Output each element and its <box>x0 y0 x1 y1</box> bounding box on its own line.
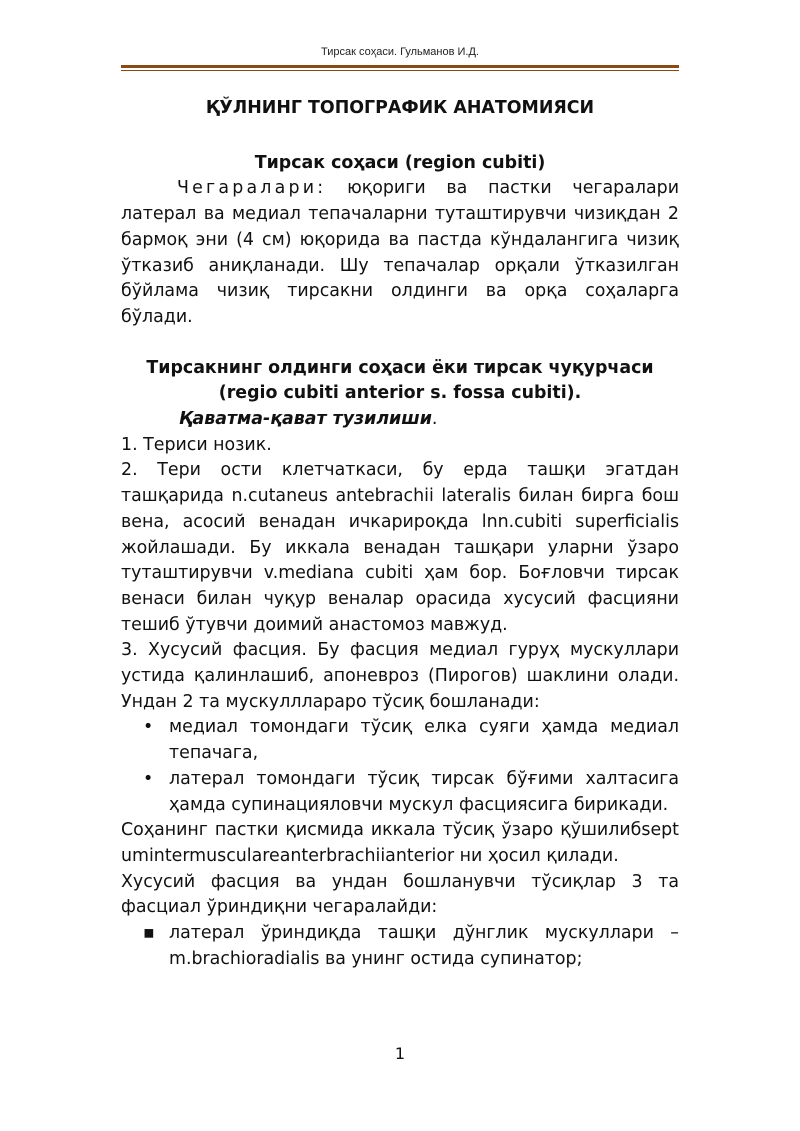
section1-paragraph <box>121 176 679 330</box>
borders-text: юқориги ва пастки чегаралари латерал ва медиал тепачаларни туташтирувчи чизиқдан 2 бармоқ эни (4 см) юқорида ва пастда кўндалангига чизиқ ўтказиб аниқланади. Шу тепачалар орқали ўтказилган бўйлама чизиқ тирсакни олдинги ва орқа соҳаларга бўлади. <box>121 178 679 327</box>
list-item: • латерал томондаги тўсиқ тирсак бўғими халтасига ҳамда супинацияловчи мускул фасциясига бирикади. <box>143 768 679 815</box>
list-item: • медиал томондаги тўсиқ елка суяги ҳамда медиал тепачага, <box>143 717 679 764</box>
document-title: ҚЎЛНИНГ ТОПОГРАФИК АНАТОМИЯСИ <box>205 98 595 118</box>
paragraph-fascial-beds: Хусусий фасция ва ундан бошланувчи тўсиқлар 3 та фасциал ўриндиқни чегаралайди: <box>121 871 679 918</box>
item-subcutaneous: 2. Тери ости клетчаткаси, бу ерда ташқи эгатдан ташқарида n.cutaneus antebrachii lateralis билан бирга бош вена, асосий венадан ичкарироқда lnn.cubiti superficialis жойлашади. Бу иккала венадан ташқари уларни ўзаро туташтирувчи v.mediana cubiti ҳам бор. Боғловчи тирсак венаси билан чуқур веналар орасида хусусий фасцияни тешиб ўтувчи доимий анастомоз мавжуд. <box>121 460 679 635</box>
square-bullet: ▪ <box>143 923 155 944</box>
item-skin: 1. Териси нозик. <box>121 434 272 455</box>
header-rule-thin <box>121 70 679 71</box>
paragraph-lower-part: Соҳанинг пастки қисмида иккала тўсиқ ўзаро қўшилибseptumintermusculareanterbrachiianterior ни ҳосил қилади. <box>121 820 679 866</box>
fascial-bed-list <box>121 921 679 972</box>
bullet-dot: • <box>143 768 154 789</box>
page-content <box>121 96 679 973</box>
layers-subheading: Қаватма-қават тузилиши. <box>179 409 438 430</box>
item-fascia: 3. Хусусий фасция. Бу фасция медиал гуруҳ мускуллари устида қалинлашиб, апоневроз (Пирогов) шаклини олади. Ундан 2 та мускулллараро тўсиқ бошланади: <box>121 640 679 712</box>
running-header: Тирсак соҳаси. Гульманов И.Д. <box>321 46 479 58</box>
section1-heading: Тирсак соҳаси (region cubiti) <box>254 152 546 173</box>
page-number: 1 <box>394 1044 406 1063</box>
section2-heading-line1: Тирсакнинг олдинги соҳаси ёки тирсак чуқурчаси <box>146 357 654 378</box>
septum-bullet-list <box>121 715 679 818</box>
section2-heading-line2: (regio cubiti anterior s. fossa cubiti). <box>218 383 582 404</box>
list-item: ▪ латерал ўриндиқда ташқи дўнглик мускуллари – m.brachioradialis ва унинг остида супинатор; <box>143 923 679 969</box>
borders-lead-word: Чегаралари: <box>177 178 327 199</box>
header-rule-thick <box>121 65 679 68</box>
bullet-dot: • <box>143 717 154 738</box>
